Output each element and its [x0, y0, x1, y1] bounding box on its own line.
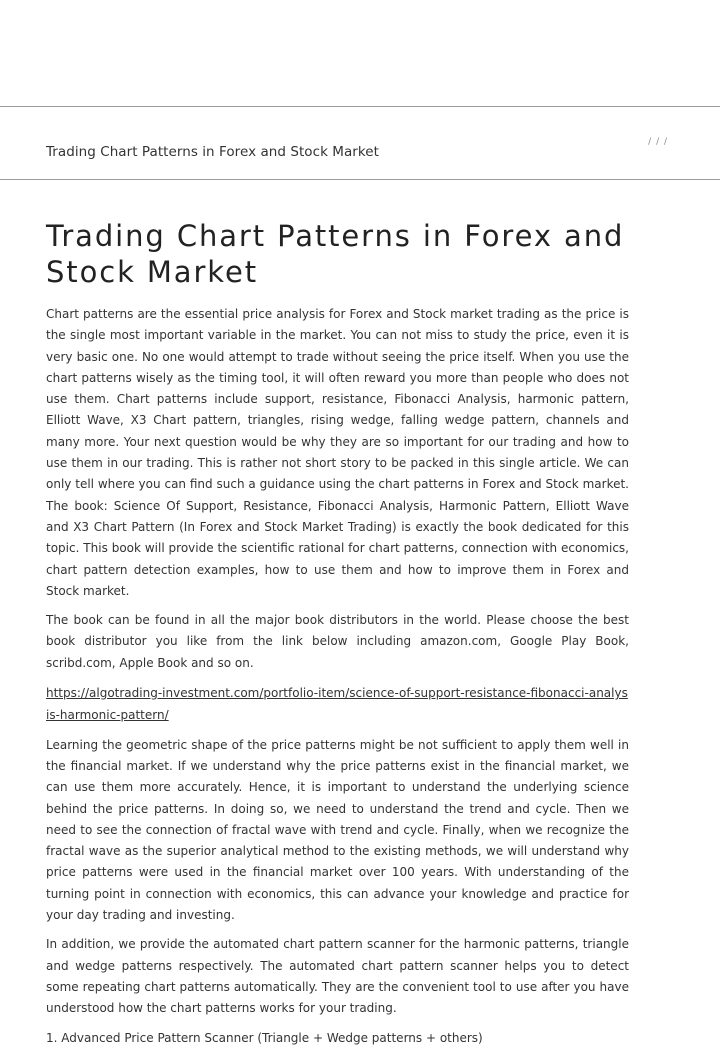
top-blank-area — [0, 0, 720, 106]
paragraph-distributors: The book can be found in all the major book distributors in the world. Please choose the best book distributor you like from the link below including amazon.com, Google Play Book, scribd.com, Apple Book and so on. — [46, 613, 629, 670]
link-paragraph — [46, 682, 629, 727]
paragraph-intro: Chart patterns are the essential price analysis for Forex and Stock market trading as the price is the single most important variable in the market. You can not miss to study the price, even it is very basic one. No one would attempt to trade without seeing the price itself. When you use the chart patterns wisely as the timing tool, it will often reward you more than people who does not use them. Chart patterns include support, resistance, Fibonacci Analysis, harmonic pattern, Elliott Wave, X3 Chart pattern, triangles, rising wedge, falling wedge pattern, channels and many more. Your next question would be why they are so important for our trading and how to use them in our trading. This is rather not short story to be packed in this single article. We can only tell where you can find such a guidance using the chart patterns in Forex and Stock market. The book: Science Of Support, Resistance, Fibonacci Analysis, Harmonic Pattern, Elliott Wave and X3 Chart Pattern (In Forex and Stock Market Trading) is exactly the book dedicated for this topic. This book will provide the scientific rational for chart patterns, connection with economics, chart pattern detection examples, how to use them and how to improve them in Forex and Stock market. — [46, 307, 629, 598]
paragraph-science: Learning the geometric shape of the price patterns might be not sufficient to apply them well in the financial market. If we understand why the price patterns exist in the financial market, we can use them more accurately. Hence, it is important to understand the underlying science behind the price patterns. In doing so, we need to understand the trend and cycle. Then we need to see the connection of fractal wave with trend and cycle. Finally, when we recognize the fractal wave as the superior analytical method to the existing methods, we will understand why price patterns were used in the financial market over 100 years. With understanding of the turning point in connection with economics, this can advance your knowledge and practice for your day trading and investing. — [46, 737, 629, 923]
list-item-1: 1. Advanced Price Pattern Scanner (Triangle + Wedge patterns + others) — [46, 1030, 483, 1045]
page-header — [0, 107, 720, 179]
page-title: Trading Chart Patterns in Forex and Stock Market — [46, 219, 625, 289]
article-body — [0, 180, 720, 1049]
book-link[interactable]: https://algotrading-investment.com/portfolio-item/science-of-support-resistance-fibonacci-analysis-harmonic-pattern/ — [46, 686, 628, 723]
header-meta: / / / — [648, 137, 668, 147]
paragraph-scanner: In addition, we provide the automated chart pattern scanner for the harmonic patterns, triangle and wedge patterns respectively. The automated chart pattern scanner helps you to detect some repeating chart patterns automatically. They are the convenient tool to use after you have understood how the chart patterns works for your trading. — [46, 937, 629, 1016]
header-title: Trading Chart Patterns in Forex and Stock Market — [46, 144, 379, 160]
